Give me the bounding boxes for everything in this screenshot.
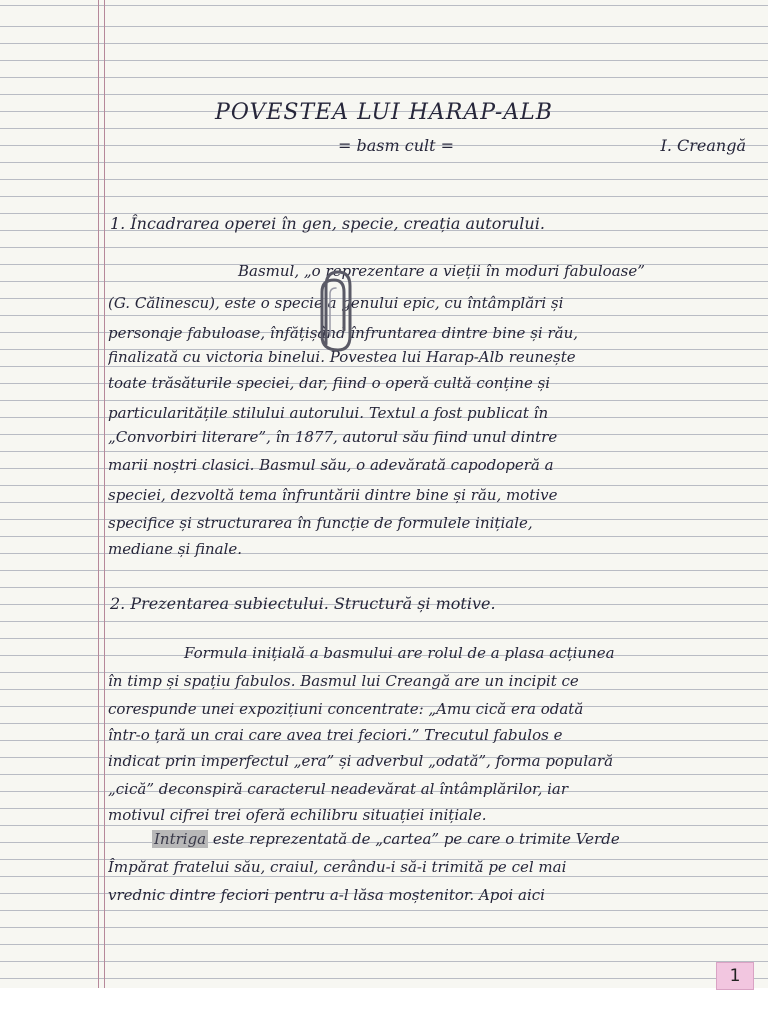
- section-heading: 2. Prezentarea subiectului. Structură și motive.: [110, 594, 496, 613]
- text-line: într-o țară un crai care avea trei feciori.” Trecutul fabulos e: [108, 726, 563, 744]
- text-line: specifice și structurarea în funcție de formulele inițiale,: [108, 514, 533, 532]
- page-title: POVESTEA LUI HARAP-ALB: [215, 100, 553, 125]
- text-line: „cică” deconspiră caracterul neadevărat al întâmplărilor, iar: [108, 780, 569, 798]
- text-line: motivul cifrei trei oferă echilibru situației inițiale.: [108, 806, 487, 824]
- page-bottom-margin: [0, 988, 768, 1024]
- page-number-badge: 1: [716, 962, 754, 990]
- line-rest: este reprezentată de „cartea” pe care o trimite Verde: [208, 830, 620, 848]
- section-heading: 1. Încadrarea operei în gen, specie, creația autorului.: [110, 214, 545, 233]
- text-line: „Convorbiri literare”, în 1877, autorul său fiind unul dintre: [108, 428, 558, 446]
- text-line: indicat prin imperfectul „era” și adverbul „odată”, forma populară: [108, 752, 614, 770]
- margin-line: [104, 0, 105, 1024]
- highlighted-word: Intriga: [154, 830, 207, 848]
- text-line: speciei, dezvoltă tema înfruntării dintre bine și rău, motive: [108, 486, 558, 504]
- text-line: Basmul, „o reprezentare a vieții în moduri fabuloase”: [238, 262, 645, 280]
- author-name: I. Creangă: [660, 136, 746, 155]
- text-line: vrednic dintre feciori pentru a-l lăsa moștenitor. Apoi aici: [108, 886, 545, 904]
- text-line: marii noștri clasici. Basmul său, o adevărată capodoperă a: [108, 456, 554, 474]
- margin-line: [98, 0, 99, 1024]
- paperclip-icon: [308, 266, 368, 356]
- subtitle: = basm cult =: [338, 136, 455, 155]
- text-line: toate trăsăturile speciei, dar, fiind o operă cultă conține și: [108, 374, 551, 392]
- text-line: Împărat fratelui său, craiul, cerându-i să-i trimită pe cel mai: [108, 858, 567, 876]
- text-line: particularitățile stilului autorului. Textul a fost publicat în: [108, 404, 549, 422]
- text-line: corespunde unei expozițiuni concentrate: „Amu cică era odată: [108, 700, 584, 718]
- text-line: în timp și spațiu fabulos. Basmul lui Creangă are un incipit ce: [108, 672, 579, 690]
- text-line: personaje fabuloase, înfățișând înfruntarea dintre bine și rău,: [108, 324, 579, 342]
- text-line: mediane și finale.: [108, 540, 243, 558]
- text-line: (G. Călinescu), este o specie a genului epic, cu întâmplări și: [108, 294, 564, 312]
- text-line-intriga: [108, 830, 756, 848]
- text-line: Formula inițială a basmului are rolul de a plasa acțiunea: [184, 644, 615, 662]
- text-line: finalizată cu victoria binelui. Povestea lui Harap-Alb reunește: [108, 348, 576, 366]
